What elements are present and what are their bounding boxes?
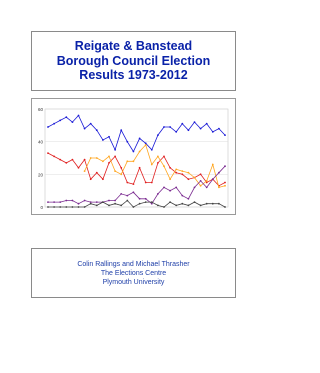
series-3-point bbox=[181, 170, 183, 172]
series-3-point bbox=[139, 151, 141, 153]
series-1-point bbox=[181, 123, 183, 125]
series-1-point bbox=[59, 120, 61, 122]
series-2-point bbox=[84, 159, 86, 161]
series-5-point bbox=[59, 206, 61, 208]
series-3-point bbox=[218, 187, 220, 189]
series-4-point bbox=[218, 172, 220, 174]
series-5-point bbox=[188, 205, 190, 207]
series-2-point bbox=[188, 178, 190, 180]
series-5-point bbox=[65, 206, 67, 208]
series-2-point bbox=[96, 172, 98, 174]
credit-university: Plymouth University bbox=[102, 278, 165, 286]
series-3-point bbox=[206, 180, 208, 182]
series-4-point bbox=[84, 200, 86, 202]
series-2-point bbox=[90, 178, 92, 180]
series-4-point bbox=[157, 193, 159, 195]
series-3-point bbox=[90, 157, 92, 159]
series-3-point bbox=[194, 177, 196, 179]
series-1-point bbox=[96, 129, 98, 131]
title-line-1: Reigate & Banstead bbox=[74, 39, 193, 54]
series-2-point bbox=[65, 162, 67, 164]
credit-authors: Colin Rallings and Michael Thrasher bbox=[77, 260, 190, 268]
series-2-point bbox=[151, 182, 153, 184]
series-5-point bbox=[133, 206, 135, 208]
series-2-point bbox=[163, 156, 165, 158]
series-1-point bbox=[102, 139, 104, 141]
series-4-point bbox=[65, 200, 67, 202]
series-1-point bbox=[114, 149, 116, 151]
series-2-point bbox=[169, 167, 171, 169]
series-1-point bbox=[175, 131, 177, 133]
series-5-point bbox=[53, 206, 55, 208]
series-5-point bbox=[212, 203, 214, 205]
series-2-point bbox=[59, 159, 61, 161]
series-3-point bbox=[96, 157, 98, 159]
series-2-point bbox=[139, 167, 141, 169]
series-3-point bbox=[163, 165, 165, 167]
series-4-point bbox=[78, 203, 80, 205]
series-3-point bbox=[126, 160, 128, 162]
series-4-point bbox=[120, 193, 122, 195]
series-1-point bbox=[200, 128, 202, 130]
series-5-point bbox=[163, 206, 165, 208]
series-4-point bbox=[72, 200, 74, 202]
series-5-point bbox=[218, 203, 220, 205]
series-4-point bbox=[181, 195, 183, 197]
series-3-point bbox=[200, 185, 202, 187]
series-3-point bbox=[151, 164, 153, 166]
series-5-point bbox=[47, 206, 49, 208]
plot-area bbox=[45, 109, 228, 207]
series-1-point bbox=[139, 138, 141, 140]
series-1-point bbox=[224, 134, 226, 136]
series-5-point bbox=[151, 201, 153, 203]
series-4-point bbox=[59, 201, 61, 203]
series-5-point bbox=[139, 203, 141, 205]
series-2-point bbox=[47, 152, 49, 154]
series-5-point bbox=[108, 205, 110, 207]
series-2-point bbox=[200, 173, 202, 175]
series-2-point bbox=[133, 183, 135, 185]
series-2-point bbox=[224, 182, 226, 184]
y-tick-label: 0 bbox=[40, 205, 43, 210]
series-1-point bbox=[188, 129, 190, 131]
series-3-point bbox=[212, 164, 214, 166]
series-4-point bbox=[114, 200, 116, 202]
series-5-point bbox=[126, 200, 128, 202]
series-4-point bbox=[194, 187, 196, 189]
series-5-point bbox=[206, 203, 208, 205]
series-3-point bbox=[157, 156, 159, 158]
series-2-point bbox=[145, 182, 147, 184]
series-1-point bbox=[169, 126, 171, 128]
series-1-point bbox=[133, 151, 135, 153]
series-1-point bbox=[72, 121, 74, 123]
series-2-point bbox=[53, 156, 55, 158]
results-chart bbox=[31, 98, 236, 215]
series-3-point bbox=[224, 185, 226, 187]
series-2-point bbox=[126, 182, 128, 184]
series-3-point bbox=[145, 144, 147, 146]
series-4-point bbox=[96, 201, 98, 203]
series-3-point bbox=[133, 160, 135, 162]
series-5-point bbox=[96, 205, 98, 207]
series-4-point bbox=[139, 198, 141, 200]
series-5-point bbox=[78, 206, 80, 208]
series-1-point bbox=[120, 129, 122, 131]
series-5-point bbox=[102, 201, 104, 203]
series-3-point bbox=[175, 169, 177, 171]
chart-svg bbox=[32, 99, 235, 214]
y-tick-label: 60 bbox=[37, 107, 43, 112]
series-4-point bbox=[212, 178, 214, 180]
title-line-3: Results 1973-2012 bbox=[79, 68, 188, 83]
series-1-point bbox=[53, 123, 55, 125]
series-1-point bbox=[206, 123, 208, 125]
series-1-point bbox=[78, 115, 80, 117]
series-3-point bbox=[102, 160, 104, 162]
series-1-point bbox=[108, 136, 110, 138]
series-1-point bbox=[65, 116, 67, 118]
series-4-point bbox=[90, 201, 92, 203]
series-3-point bbox=[114, 170, 116, 172]
series-1-point bbox=[194, 121, 196, 123]
series-4-point bbox=[175, 187, 177, 189]
series-2-point bbox=[108, 162, 110, 164]
series-5-point bbox=[181, 203, 183, 205]
series-5-point bbox=[200, 205, 202, 207]
series-1-point bbox=[163, 126, 165, 128]
series-1-point bbox=[151, 149, 153, 151]
series-1-point bbox=[126, 141, 128, 143]
series-1-point bbox=[212, 131, 214, 133]
series-5-point bbox=[145, 201, 147, 203]
title-box bbox=[31, 31, 236, 91]
credits-box bbox=[31, 248, 236, 298]
series-4-point bbox=[163, 187, 165, 189]
series-2-point bbox=[72, 159, 74, 161]
series-5-point bbox=[194, 201, 196, 203]
series-1-point bbox=[47, 126, 49, 128]
series-2-point bbox=[157, 162, 159, 164]
series-4-point bbox=[224, 165, 226, 167]
y-tick-label: 40 bbox=[37, 139, 43, 145]
series-3-point bbox=[120, 173, 122, 175]
credit-organisation: The Elections Centre bbox=[100, 269, 167, 277]
series-2-point bbox=[181, 173, 183, 175]
series-2-point bbox=[102, 178, 104, 180]
series-3-point bbox=[108, 156, 110, 158]
series-3-point bbox=[84, 170, 86, 172]
y-tick-label: 20 bbox=[37, 172, 43, 178]
series-3-point bbox=[169, 178, 171, 180]
series-1-point bbox=[84, 128, 86, 130]
series-4-point bbox=[133, 191, 135, 193]
series-5-point bbox=[72, 206, 74, 208]
series-5-point bbox=[175, 205, 177, 207]
series-4-point bbox=[151, 203, 153, 205]
series-4-point bbox=[47, 201, 49, 203]
series-4-point bbox=[53, 201, 55, 203]
series-4-point bbox=[126, 195, 128, 197]
series-1-point bbox=[145, 142, 147, 144]
series-2-point bbox=[114, 156, 116, 158]
series-2-point bbox=[175, 172, 177, 174]
title-line-2: Borough Council Election bbox=[56, 53, 211, 68]
series-5-point bbox=[169, 201, 171, 203]
series-5-point bbox=[84, 206, 86, 208]
series-1-point bbox=[218, 128, 220, 130]
series-2-point bbox=[120, 167, 122, 169]
series-5-point bbox=[157, 205, 159, 207]
series-4-point bbox=[145, 198, 147, 200]
series-3-point bbox=[188, 172, 190, 174]
series-4-point bbox=[200, 180, 202, 182]
series-1-point bbox=[157, 134, 159, 136]
series-4-point bbox=[108, 200, 110, 202]
series-5-point bbox=[120, 205, 122, 207]
series-4-point bbox=[188, 198, 190, 200]
series-5-point bbox=[114, 203, 116, 205]
series-5-point bbox=[90, 203, 92, 205]
series-4-point bbox=[206, 187, 208, 189]
series-2-point bbox=[78, 167, 80, 169]
series-5-point bbox=[224, 206, 226, 208]
series-4-point bbox=[169, 190, 171, 192]
series-1-point bbox=[90, 123, 92, 125]
